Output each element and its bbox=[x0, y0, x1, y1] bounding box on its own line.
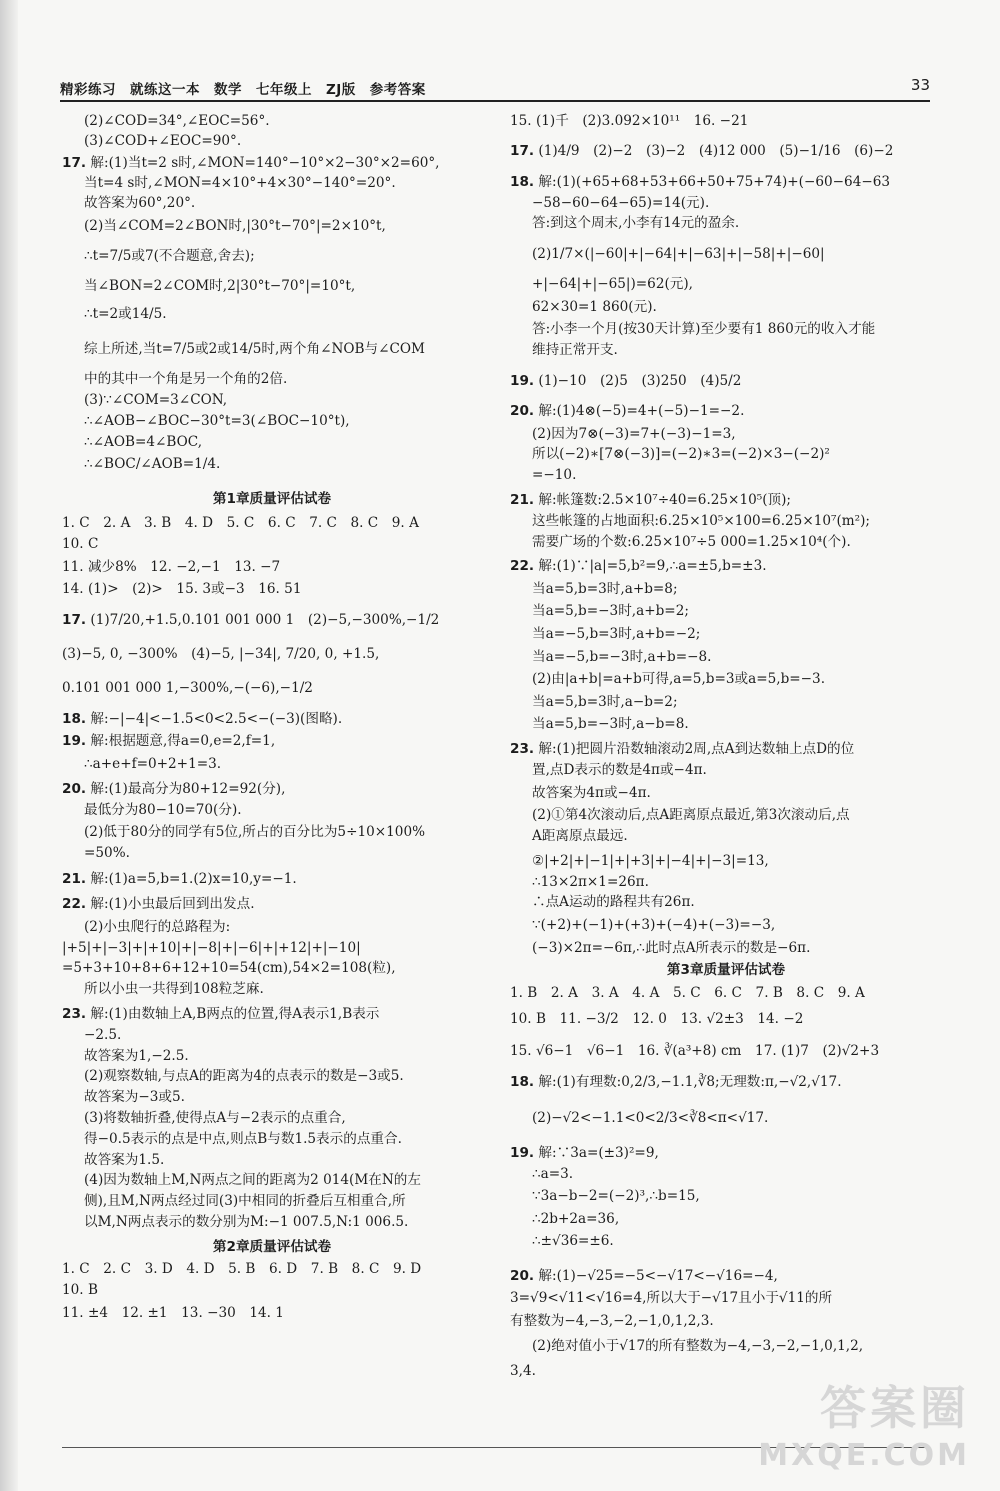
answer-line bbox=[510, 625, 942, 648]
answer-line bbox=[510, 670, 942, 693]
answer-line bbox=[62, 870, 482, 895]
answer-text: 11. 减少8% 12. −2,−1 13. −7 bbox=[62, 558, 281, 575]
question-number: 21. bbox=[510, 491, 535, 508]
answer-line bbox=[510, 1144, 942, 1165]
answer-line bbox=[510, 245, 942, 275]
question-number: 20. bbox=[510, 1267, 535, 1284]
question-number: 23. bbox=[510, 741, 535, 758]
answer-text: +|−64|+|−65|)=62(元), bbox=[532, 276, 693, 293]
answer-text: 需要广场的个数:6.25×10⁷÷5 000=1.25×10⁴(个). bbox=[532, 533, 851, 550]
answer-text: 故答案为60°,20°. bbox=[84, 194, 196, 211]
answer-text: 1. C 2. A 3. B 4. D 5. C 6. C 7. C 8. C 9. A bbox=[62, 515, 419, 532]
answer-line bbox=[62, 1213, 482, 1238]
answer-line bbox=[62, 844, 482, 870]
answer-line bbox=[510, 1165, 942, 1188]
answer-text: A距离原点最远. bbox=[532, 828, 628, 845]
answer-line bbox=[510, 827, 942, 852]
answer-line bbox=[510, 648, 942, 671]
answer-text: ∴t=2或14/5. bbox=[84, 306, 167, 323]
answer-text: ∴13×2π×1=26π. bbox=[532, 873, 649, 890]
answer-line bbox=[62, 1281, 482, 1304]
answer-line bbox=[510, 142, 942, 172]
answer-line bbox=[510, 893, 942, 916]
answer-text: ∴t=7/5或7(不合题意,舍去); bbox=[84, 247, 255, 264]
answer-text: 11. ±4 12. ±1 13. −30 14. 1 bbox=[62, 1304, 284, 1321]
answer-line bbox=[510, 372, 942, 402]
answer-line bbox=[62, 611, 482, 645]
answer-line bbox=[510, 402, 942, 425]
question-number: 17. bbox=[62, 155, 87, 172]
answer-line bbox=[62, 455, 482, 489]
question-number: 18. bbox=[510, 1073, 535, 1090]
answer-line bbox=[510, 693, 942, 716]
answer-line bbox=[510, 852, 942, 873]
watermark-logo bbox=[758, 1372, 970, 1473]
answer-text: 置,点D表示的数是4π或−4π. bbox=[532, 762, 707, 779]
answer-text: 解:(1)最高分为80+12=92(分), bbox=[90, 780, 286, 797]
answer-line bbox=[510, 491, 942, 512]
answer-line bbox=[62, 277, 482, 305]
answer-text: 1. C 2. C 3. D 4. D 5. B 6. D 7. B 8. C 9. D bbox=[62, 1261, 422, 1278]
answer-text: 15. √6−1 √6−1 16. ∛(a³+8) cm 17. (1)7 (2)√2+3 bbox=[510, 1043, 880, 1060]
answer-text: (1)7/20,+1.5,0.101 001 000 1 (2)−5,−300%,−1/2 bbox=[90, 611, 440, 628]
question-number: 21. bbox=[62, 871, 87, 888]
answer-line bbox=[510, 425, 942, 446]
answer-line bbox=[510, 320, 942, 341]
answer-text: 最低分为80−10=70(分). bbox=[84, 801, 242, 818]
running-header-title: 精彩练习 就练这一本 数学 七年级上 ZJ版 参考答案 bbox=[60, 82, 426, 98]
answer-line bbox=[62, 305, 482, 339]
answer-line bbox=[510, 1187, 942, 1210]
answer-line bbox=[62, 1026, 482, 1047]
answer-line bbox=[62, 1088, 482, 1109]
answer-text: 15. (1)千 (2)3.092×10¹¹ 16. −21 bbox=[510, 113, 749, 129]
answer-text: 这些帐篷的占地面积:6.25×10⁵×100=6.25×10⁷(m²); bbox=[532, 512, 870, 529]
answer-line bbox=[510, 602, 942, 625]
answer-text: 当t=4 s时,∠MON=4×10°+4×30°−140°=20°. bbox=[84, 175, 396, 192]
answer-text: (2)因为7⊗(−3)=7+(−3)−1=3, bbox=[532, 425, 736, 442]
answer-line bbox=[62, 1005, 482, 1026]
answer-line bbox=[510, 1109, 942, 1143]
answer-text: (1)−10 (2)5 (3)250 (4)5/2 bbox=[538, 372, 742, 389]
answer-line bbox=[510, 715, 942, 740]
answer-line bbox=[510, 512, 942, 533]
answer-text: (2)∠COD=34°,∠EOC=56°. bbox=[84, 113, 270, 129]
answer-line bbox=[510, 916, 942, 939]
answer-text: 所以小虫一共得到108粒芝麻. bbox=[84, 981, 264, 998]
answer-text: ∵(+2)+(−1)+(+3)+(−4)+(−3)=−3, bbox=[532, 917, 776, 934]
answer-line bbox=[510, 1312, 942, 1337]
answer-line bbox=[510, 740, 942, 761]
answer-text: 故答案为1,−2.5. bbox=[84, 1047, 189, 1064]
answer-text: 解:(1)把圆片沿数轴滚动2周,点A到达数轴上点D的位 bbox=[538, 741, 855, 758]
answer-line bbox=[510, 173, 942, 194]
answer-line bbox=[62, 1151, 482, 1172]
question-number: 23. bbox=[62, 1006, 87, 1022]
answer-line bbox=[62, 679, 482, 709]
answer-text: (2)1/7×(|−60|+|−64|+|−63|+|−58|+|−60| bbox=[532, 245, 825, 262]
answer-line bbox=[510, 112, 942, 142]
answer-text: 有整数为−4,−3,−2,−1,0,1,2,3. bbox=[510, 1312, 714, 1329]
question-number: 19. bbox=[510, 1144, 535, 1161]
answer-line bbox=[510, 1073, 942, 1110]
section-heading: 第2章质量评估试卷 bbox=[212, 1238, 332, 1255]
answer-text: 当a=5,b=3时,a+b=8; bbox=[532, 580, 678, 597]
answer-text: 当a=5,b=−3时,a+b=2; bbox=[532, 603, 689, 620]
answer-line bbox=[510, 1337, 942, 1362]
answer-line bbox=[62, 1109, 482, 1130]
answer-text: 62×30=1 860(元). bbox=[532, 298, 657, 315]
answer-text: (2)①第4次滚动后,点A距离原点最近,第3次滚动后,点 bbox=[532, 807, 850, 824]
question-number: 19. bbox=[62, 733, 87, 750]
answer-text: ∴点A运动的路程共有26π. bbox=[532, 894, 695, 911]
answer-text: ∴∠AOB−∠BOC−30°t=3(∠BOC−10°t), bbox=[84, 412, 350, 429]
answer-line bbox=[62, 558, 482, 581]
answer-text: (−3)×2π=−6π,∴此时点A所表示的数是−6π. bbox=[532, 939, 811, 956]
answer-text: 所以(−2)∗[7⊗(−3)]=(−2)∗3=(−2)×3−(−2)² bbox=[532, 446, 830, 463]
answer-text: −2.5. bbox=[84, 1026, 122, 1043]
answer-line bbox=[510, 1232, 942, 1266]
answer-line bbox=[62, 1047, 482, 1068]
answer-line bbox=[62, 1260, 482, 1281]
answer-line bbox=[62, 340, 482, 370]
answer-line bbox=[62, 217, 482, 247]
watermark-main: 答案圈 bbox=[820, 1381, 970, 1435]
answer-text: 维持正常开支. bbox=[532, 342, 618, 359]
answer-line bbox=[62, 895, 482, 918]
answer-line bbox=[510, 784, 942, 807]
answer-text: 解:−|−4|<−1.5<0<2.5<−(−3)(图略). bbox=[90, 710, 343, 727]
answer-text: (2)绝对值小于√17的所有整数为−4,−3,−2,−1,0,1,2, bbox=[532, 1337, 864, 1354]
answer-text: (4)因为数轴上M,N两点之间的距离为2 014(M在N的左 bbox=[84, 1172, 421, 1189]
answer-line bbox=[510, 533, 942, 558]
answer-text: ∴2b+2a=36, bbox=[532, 1210, 620, 1227]
answer-text: ∴∠AOB=4∠BOC, bbox=[84, 433, 203, 450]
answer-text: 解:(1)∵|a|=5,b²=9,∴a=±5,b=±3. bbox=[538, 558, 767, 575]
answer-text: 当a=−5,b=−3时,a+b=−8. bbox=[532, 648, 712, 665]
answer-text: (2)由|a+b|=a+b可得,a=5,b=3或a=5,b=−3. bbox=[532, 671, 826, 688]
answer-text: 解:(1)由数轴上A,B两点的位置,得A表示1,B表示 bbox=[90, 1006, 380, 1022]
answer-text: ∴a=3. bbox=[532, 1165, 574, 1182]
question-number: 19. bbox=[510, 372, 535, 389]
page-number: 33 bbox=[910, 76, 930, 94]
right-column bbox=[510, 112, 942, 1382]
answer-text: (2)观察数轴,与点A的距离为4的点表示的数是−3或5. bbox=[84, 1068, 404, 1085]
answer-line bbox=[62, 247, 482, 277]
answer-line bbox=[510, 214, 942, 244]
answer-text: (3)∠COD+∠EOC=90°. bbox=[84, 132, 242, 149]
answer-line bbox=[62, 514, 482, 535]
answer-line bbox=[62, 1171, 482, 1192]
answer-line bbox=[62, 755, 482, 780]
answer-line bbox=[510, 806, 942, 827]
answer-text: 故答案为4π或−4π. bbox=[532, 784, 651, 801]
answer-text: ②|+2|+|−1|+|+3|+|−4|+|−3|=13, bbox=[532, 852, 769, 869]
answer-text: 当∠BON=2∠COM时,2|30°t−70°|=10°t, bbox=[84, 278, 356, 295]
answer-text: 解:(1)−√25=−5<−√17<−√16=−4, bbox=[538, 1267, 778, 1284]
left-column bbox=[62, 112, 482, 1325]
answer-line bbox=[62, 412, 482, 433]
answer-text: 侧),且M,N两点经过同(3)中相同的折叠后互相重合,所 bbox=[84, 1193, 406, 1210]
answer-line bbox=[510, 1289, 942, 1312]
answer-text: −58−60−64−65)=14(元). bbox=[532, 194, 710, 211]
answer-line bbox=[62, 710, 482, 733]
answer-text: 当a=−5,b=3时,a+b=−2; bbox=[532, 626, 701, 643]
answer-line bbox=[62, 132, 482, 155]
answer-line bbox=[62, 918, 482, 939]
answer-line bbox=[62, 645, 482, 679]
answer-line bbox=[62, 732, 482, 755]
answer-text: ∵3a−b−2=(−2)³,∴b=15, bbox=[532, 1188, 700, 1205]
section-heading: 第3章质量评估试卷 bbox=[666, 962, 786, 979]
answer-line bbox=[62, 580, 482, 610]
answer-line bbox=[62, 112, 482, 132]
answer-text: =50%. bbox=[84, 845, 130, 862]
answer-text: 得−0.5表示的点是中点,则点B与数1.5表示的点重合. bbox=[84, 1130, 402, 1147]
answer-line bbox=[510, 580, 942, 603]
answer-text: (3)−5, 0, −300% (4)−5, |−34|, 7/20, 0, +1.5, bbox=[62, 646, 380, 663]
answer-line bbox=[62, 154, 482, 174]
answer-line bbox=[62, 433, 482, 456]
answer-text: 3,4. bbox=[510, 1362, 536, 1379]
answer-line bbox=[62, 980, 482, 1005]
answer-text: (3)将数轴折叠,使得点A与−2表示的点重合, bbox=[84, 1109, 346, 1126]
answer-text: 故答案为1.5. bbox=[84, 1151, 165, 1168]
answer-line bbox=[62, 194, 482, 217]
answer-line bbox=[62, 174, 482, 194]
answer-line bbox=[510, 984, 942, 1010]
answer-text: 以M,N两点表示的数分别为M:−1 007.5,N:1 006.5. bbox=[84, 1213, 409, 1230]
answer-line bbox=[510, 341, 942, 371]
answer-text: 当a=5,b=3时,a−b=2; bbox=[532, 693, 678, 710]
answer-text: 解:(1)a=5,b=1.(2)x=10,y=−1. bbox=[90, 871, 297, 888]
answer-line bbox=[510, 557, 942, 580]
answer-text: 解:(1)小虫最后回到出发点. bbox=[90, 896, 255, 913]
answer-line bbox=[62, 801, 482, 824]
answer-text: 当a=5,b=−3时,a−b=8. bbox=[532, 716, 689, 733]
answer-line bbox=[62, 370, 482, 391]
answer-text: (2)小虫爬行的总路程为: bbox=[84, 918, 231, 935]
answer-line bbox=[62, 1067, 482, 1088]
answer-text: 综上所述,当t=7/5或2或14/5时,两个角∠NOB与∠COM bbox=[84, 340, 425, 357]
answer-line bbox=[510, 1042, 942, 1072]
answer-text: 1. B 2. A 3. A 4. A 5. C 6. C 7. B 8. C 9. A bbox=[510, 984, 865, 1001]
answer-line bbox=[62, 959, 482, 980]
answer-text: 14. (1)> (2)> 15. 3或−3 16. 51 bbox=[62, 581, 302, 598]
answer-line bbox=[62, 780, 482, 801]
answer-line bbox=[510, 298, 942, 321]
answer-line bbox=[62, 535, 482, 558]
answer-text: 答:到这个周末,小李有14元的盈余. bbox=[532, 215, 740, 232]
answer-text: 解:(1)当t=2 s时,∠MON=140°−10°×2−30°×2=60°, bbox=[90, 155, 440, 172]
answer-text: 10. B bbox=[62, 1282, 98, 1299]
question-number: 20. bbox=[62, 780, 87, 797]
question-number: 18. bbox=[62, 710, 87, 727]
question-number: 22. bbox=[62, 896, 87, 913]
answer-text: 故答案为−3或5. bbox=[84, 1089, 185, 1106]
answer-text: 解:(1)4⊗(−5)=4+(−5)−1=−2. bbox=[538, 402, 745, 419]
answer-line bbox=[510, 1267, 942, 1290]
question-number: 17. bbox=[62, 611, 87, 628]
answer-text: 解:帐篷数:2.5×10⁷÷40=6.25×10⁵(顶); bbox=[538, 491, 791, 508]
answer-line bbox=[62, 1130, 482, 1151]
answer-line bbox=[510, 445, 942, 466]
answer-line bbox=[62, 391, 482, 412]
answer-text: ∴a+e+f=0+2+1=3. bbox=[84, 756, 222, 773]
answer-line bbox=[62, 939, 482, 960]
section-heading: 第1章质量评估试卷 bbox=[212, 490, 332, 507]
answer-text: 解:∵3a=(±3)²=9, bbox=[538, 1144, 659, 1161]
answer-text: 解:根据题意,得a=0,e=2,f=1, bbox=[90, 733, 276, 750]
page-header bbox=[60, 78, 930, 102]
answer-text: =−10. bbox=[532, 467, 577, 484]
answer-line bbox=[510, 873, 942, 894]
answer-line bbox=[62, 1192, 482, 1213]
answer-line bbox=[510, 194, 942, 215]
answer-line bbox=[62, 823, 482, 844]
answer-text: |+5|+|−3|+|+10|+|−8|+|−6|+|+12|+|−10| bbox=[62, 939, 361, 956]
question-number: 20. bbox=[510, 402, 535, 419]
answer-text: 中的其中一个角是另一个角的2倍. bbox=[84, 371, 288, 388]
answer-text: 10. C bbox=[62, 536, 99, 553]
answer-line bbox=[510, 275, 942, 298]
page-binding-edge bbox=[0, 0, 18, 1491]
answer-line bbox=[510, 761, 942, 784]
answer-text: =5+3+10+8+6+12+10=54(cm),54×2=108(粒), bbox=[62, 960, 396, 977]
answer-text: 答:小李一个月(按30天计算)至少要有1 860元的收入才能 bbox=[532, 321, 876, 338]
answer-text: ∴∠BOC/∠AOB=1/4. bbox=[84, 456, 221, 473]
answer-text: 10. B 11. −3/2 12. 0 13. √2±3 14. −2 bbox=[510, 1011, 804, 1028]
answer-text: (2)当∠COM=2∠BON时,|30°t−70°|=2×10°t, bbox=[84, 217, 386, 234]
answer-line bbox=[510, 466, 942, 491]
question-number: 17. bbox=[510, 143, 535, 160]
answer-text: (3)∵∠COM=3∠CON, bbox=[84, 391, 228, 408]
answer-text: (1)4/9 (2)−2 (3)−2 (4)12 000 (5)−1/16 (6)−2 bbox=[538, 143, 894, 160]
question-number: 18. bbox=[510, 173, 535, 190]
question-number: 22. bbox=[510, 558, 535, 575]
answer-line bbox=[510, 939, 942, 962]
answer-text: ∴±√36=±6. bbox=[532, 1233, 614, 1250]
answer-line bbox=[510, 1010, 942, 1042]
answer-text: 解:(1)(+65+68+53+66+50+75+74)+(−60−64−63 bbox=[538, 173, 891, 190]
answer-line bbox=[62, 1304, 482, 1325]
answer-text: (2)−√2<−1.1<0<2/3<∛8<π<√17. bbox=[532, 1110, 769, 1127]
answer-text: (2)低于80分的同学有5位,所占的百分比为5÷10×100% bbox=[84, 824, 426, 841]
answer-line bbox=[510, 1210, 942, 1233]
answer-text: 3=√9<√11<√16=4,所以大于−√17且小于√11的所 bbox=[510, 1290, 833, 1307]
watermark-sub: MXQE.COM bbox=[758, 1438, 970, 1473]
answer-text: 0.101 001 000 1,−300%,−(−6),−1/2 bbox=[62, 680, 313, 697]
answer-text: 解:(1)有理数:0,2/3,−1.1,∛8;无理数:π,−√2,√17. bbox=[538, 1073, 842, 1090]
